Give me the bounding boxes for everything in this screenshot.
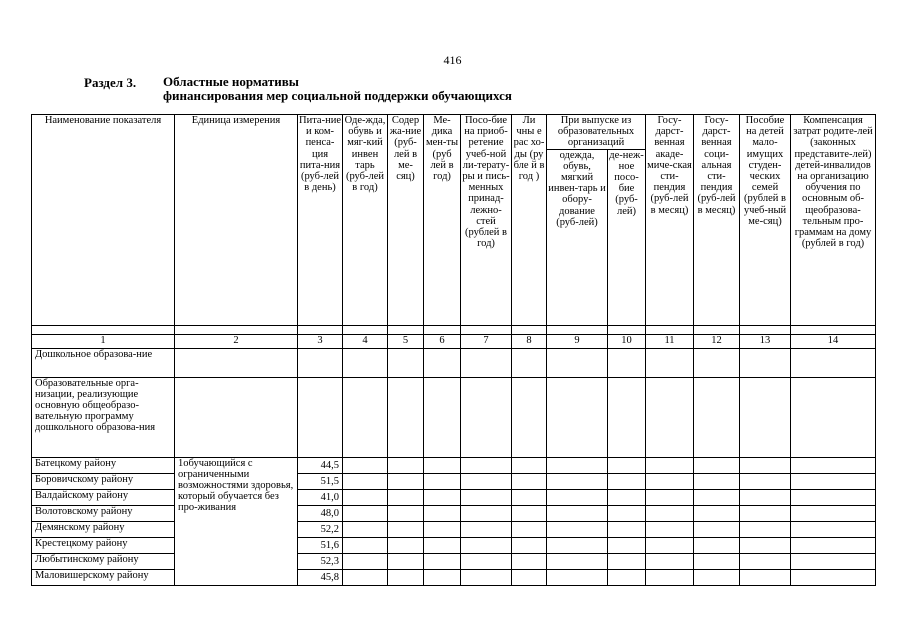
column-number: 9 — [547, 334, 608, 348]
food-value: 52,2 — [298, 521, 343, 537]
food-value: 48,0 — [298, 505, 343, 521]
header-academic-stipend: Госу-дарст-венная акаде-миче-ская сти-пендия (руб-лей в месяц) — [646, 115, 694, 326]
header-graduation: При выпуске из образовательных организаций — [547, 115, 646, 150]
row-district-name: Демянскому району — [32, 521, 175, 537]
row-district-name: Крестецкому району — [32, 537, 175, 553]
column-number: 5 — [388, 334, 424, 348]
food-value: 44,5 — [298, 457, 343, 473]
column-number: 7 — [461, 334, 512, 348]
food-value: 51,6 — [298, 537, 343, 553]
section-title-line1: Областные нормативы — [163, 74, 299, 89]
column-number: 11 — [646, 334, 694, 348]
food-value: 51,5 — [298, 473, 343, 489]
row-district-name: Боровичскому району — [32, 473, 175, 489]
header-medicines: Ме-дика мен-ты (руб лей в год) — [424, 115, 461, 326]
norms-table — [31, 114, 876, 586]
column-number: 12 — [694, 334, 740, 348]
row-district-name: Любытинскому району — [32, 553, 175, 569]
column-number: 6 — [424, 334, 461, 348]
header-social-stipend: Госу-дарст-венная соци-альная сти-пендия (руб-лей в месяц) — [694, 115, 740, 326]
row-educational-orgs: Образовательные орга-низации, реализующие основную общеобразо-вательную программу дошкольного образова-ния — [32, 377, 175, 457]
column-number: 10 — [608, 334, 646, 348]
section-label: Раздел 3. — [84, 75, 137, 90]
header-disabled-compensation: Компенсация затрат родите-лей (законных представите-лей) детей-инвалидов на организацию обучения по основным об-щеобразова-тельным про-граммам на дому (рублей в год) — [791, 115, 876, 326]
row-district-name: Батецкому району — [32, 457, 175, 473]
column-number: 4 — [343, 334, 388, 348]
header-personal-expenses: Ли чны е рас хо-ды (ру бле й в год ) — [512, 115, 547, 326]
header-literature-allowance: Посо-бие на приоб-ретение учеб-ной ли-терату-ры и пись-менных принад-лежно-стей (рублей в год) — [461, 115, 512, 326]
section-title-line2: финансирования мер социальной поддержки обучающихся — [163, 88, 512, 103]
column-number: 8 — [512, 334, 547, 348]
unit-description: 1обучающийся с ограниченными возможностями здоровья, который обучается без про-живания — [175, 457, 298, 585]
column-number: 1 — [32, 334, 175, 348]
header-clothing: Оде-жда, обувь и мяг-кий инвен тарь (руб-лей в год) — [343, 115, 388, 326]
food-value: 41,0 — [298, 489, 343, 505]
page-number: 416 — [443, 53, 462, 67]
row-district-name: Маловишерскому району — [32, 569, 175, 585]
row-district-name: Валдайскому району — [32, 489, 175, 505]
column-number: 13 — [740, 334, 791, 348]
header-indicator: Наименование показателя — [32, 115, 175, 326]
food-value: 52,3 — [298, 553, 343, 569]
header-food: Пита-ние и ком-пенса-ция пита-ния (руб-лей в день) — [298, 115, 343, 326]
header-unit: Единица измерения — [175, 115, 298, 326]
header-low-income-allowance: Пособие на детей мало-имущих студен-ческих семей (рублей в учеб-ный ме-сяц) — [740, 115, 791, 326]
column-number: 2 — [175, 334, 298, 348]
header-graduation-clothing: одежда, обувь, мягкий инвен-тарь и обору-дование (руб-лей) — [547, 149, 608, 325]
row-preschool: Дошкольное образова-ние — [32, 348, 175, 377]
food-value: 45,8 — [298, 569, 343, 585]
row-district-name: Волотовскому району — [32, 505, 175, 521]
column-number: 14 — [791, 334, 876, 348]
section-title — [163, 75, 512, 103]
header-graduation-cash: де-неж-ное посо-бие (руб-лей) — [608, 149, 646, 325]
column-number: 3 — [298, 334, 343, 348]
header-maintenance: Содер жа-ние (руб-лей в ме-сяц) — [388, 115, 424, 326]
